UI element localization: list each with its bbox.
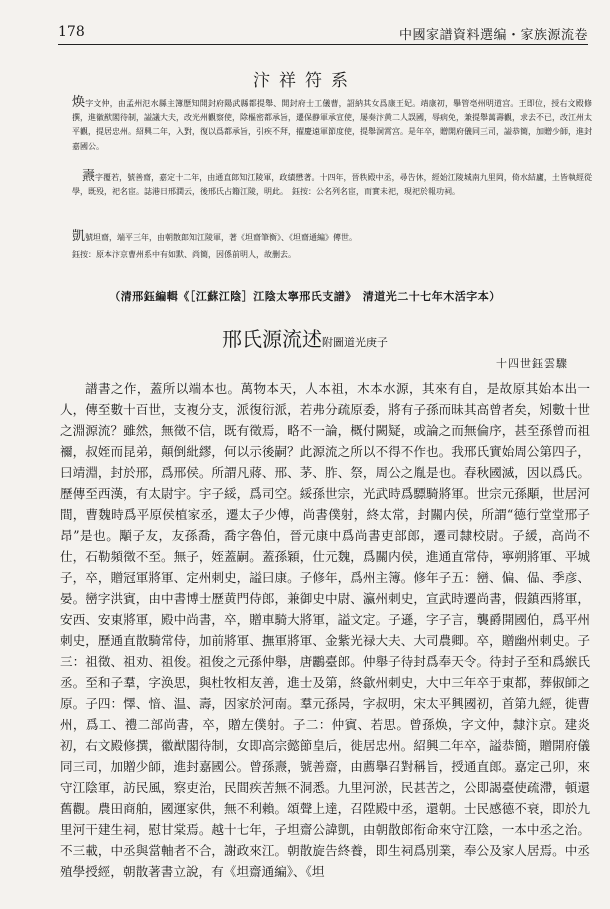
article-author: 十四世鈺雲驟 bbox=[496, 357, 568, 370]
page-header bbox=[58, 20, 588, 45]
entry-text: 字文仲，由孟州氾水縣主簿歷知開封府陽武縣都提舉、開封府士工儀曹，詔納其女爲康王妃。靖康初，擧管亳州明道宫。王即位，授右文殿修撰，進徽猷閣待制，謚議大夫，改光州觀察使，除樞密都承旨，遷保静軍承宣使，屡奏汴黄二人誤國，辱病免，兼提舉萬壽觀，求去不已，改江州太平觀，提居忠州。紹興二年，入對，復以爲都承旨，引疾不拜，擢慶遠軍節度使，提舉洞霄宫。是年卒，贈開府儀同三司，謚恭簡，加贈少師，進封嘉國公。 bbox=[72, 99, 592, 151]
entry-name: 焕 bbox=[72, 95, 86, 110]
section-title: 汴祥符系 bbox=[253, 71, 357, 91]
entry-name: 凱 bbox=[72, 229, 86, 244]
entry-paragraph-tao bbox=[72, 170, 592, 199]
article-body: 譜書之作，蓋所以端本也。萬物本天，人本祖，木本水源，其來有自，是故原其始本出一人，傳至數十百世，支複分支，派復衍派，若弗分疏原委，將有子孫而昧其高曾者矣，矧數十世之淵源流？雖然，無徵不信，既有徵焉，略不一論，概付闕疑，或論之而無倫序，甚至孫曾而祖禰，叔姪而昆弟，顛倒紕繆，何以示後嗣？此源流之所以不得不作也。我邢氏實始周公第四子，曰靖淵，封於邢，爲邢侯。所謂凡蔣、邢、茅、胙、祭，周公之胤是也。春秋國滅，因以爲氏。歷傳至西漢，有太尉宇。宇子綏，爲司空。綏孫世宗，光武時爲驃騎將軍。世宗元孫顒，世居河間，曹魏時爲平原侯植家丞，遷太子少傅，尚書僕射，終太常，封關内侯，所謂“德行堂堂邢子昂”是也。顒子友，友孫喬，喬字魯伯，晉元康中爲尚書吏部郎，遷司隸校尉。子緩，高尚不仕，石勒頻徵不至。無子，姪蓋嗣。蓋孫穎，仕元魏，爲關内侯，進通直常侍，寧朔將軍、平城子，卒，贈冠軍將軍、定州刺史，謚曰康。子修年，爲州主簿。修年子五：巒、偏、偘、季彦、晏。巒字洪賓，由中書博士歷黄門侍郎，兼御史中尉、瀛州刺史，宣武時遷尚書，假鎮西將軍，安西、安東將軍，殿中尚書，卒，贈車騎大將軍，謚文定。子遜，字子言，襲爵開國伯，爲平州刺史，歷通直散騎常侍，加前將軍、撫軍將軍、金紫光禄大夫、大司農卿。卒，贈幽州刺史。子三：祖徵、祖劝、祖俊。祖俊之元孫仲舉，唐鸝臺郎。仲舉子待封爲奉天令。待封子至和爲緱氏丞。至和子羣，字涣思，與杜牧相友善，進士及第，終歙州刺史，大中三年卒于東都，葬俶師之原。子四：懌、愔、温、壽，因家於河南。羣元孫昺，字叔明，宋太平興國初，首第九經，徙曹州，爲工、禮二部尚書，卒，贈左僕射。子二：仲賓、若思。曾孫焕，字文仲，隸汴京。建炎初，右文殿修撰，徽猷閣待制，女即高宗懿節皇后，徙居忠州。紹興二年卒，謚恭簡，贈開府儀同三司，加贈少師，進封嘉國公。曾孫燾，號善齋，由薦擧召對稱旨，授通直郎。嘉定己卯，來守江陰軍，訪民風，察吏治，民間疾苦無不洞悉。九里河淤，民甚苦之，公即謁臺使疏滯，頓還舊觀。農田商舶，國運家供，無不利賴。頌聲上達，召陞殿中丞，還朝。士民感德不衰，即於九里河干建生祠，慰甘棠焉。越十七年，子坦齋公諱凱，由朝散郎衔命來守江陰，一本中丞之治。不三載，中丞與當軸者不合，謝政來江。朝散旋告終養，即生祠爲別業，奉公及家人居焉。中丞殖學授經，朝散著書立說，有《坦齋通編》、《坦 bbox=[60, 381, 590, 879]
article-subtitle: 附圖道光庚子 bbox=[322, 336, 388, 349]
source-citation: （清邢鈺編輯《［江蘇江陰］江陰太寧邢氏支譜》 清道光二十七年木活字本） bbox=[109, 290, 501, 303]
entry-name: 燾 bbox=[82, 169, 96, 184]
editor-note: 鈺按：原本汴京曹州系中有如默、尚簡，因係前明人，故删去。 bbox=[72, 250, 296, 259]
article-title: 邢氏源流述 bbox=[222, 327, 322, 351]
entry-paragraph-huan bbox=[72, 96, 592, 154]
article-title-block bbox=[0, 323, 610, 352]
entry-text: 字覆若，號善齋，嘉定十二年，由通直郎知江陵軍，政績懋著。十四年，晉秩殿中丞，尋告休，經始江陵城南九里岡，倚水結廬，土皆執經從學，既殁，祀名宦。誌港日邢潤云，後邢氏占籍江陵，明此。 鈺按：公名列名宦，而實未祀，現祀於報功祠。 bbox=[72, 173, 592, 197]
running-title: 中國家譜資料選编・家族源流卷 bbox=[398, 28, 588, 43]
page-number: 178 bbox=[58, 24, 85, 40]
entry-paragraph-kai bbox=[72, 230, 592, 245]
entry-text: 號坦齋，端平三年，由朝散郎知江陵軍，著《坦齋筆衡》、《坦齋通編》傳世。 bbox=[85, 233, 358, 242]
